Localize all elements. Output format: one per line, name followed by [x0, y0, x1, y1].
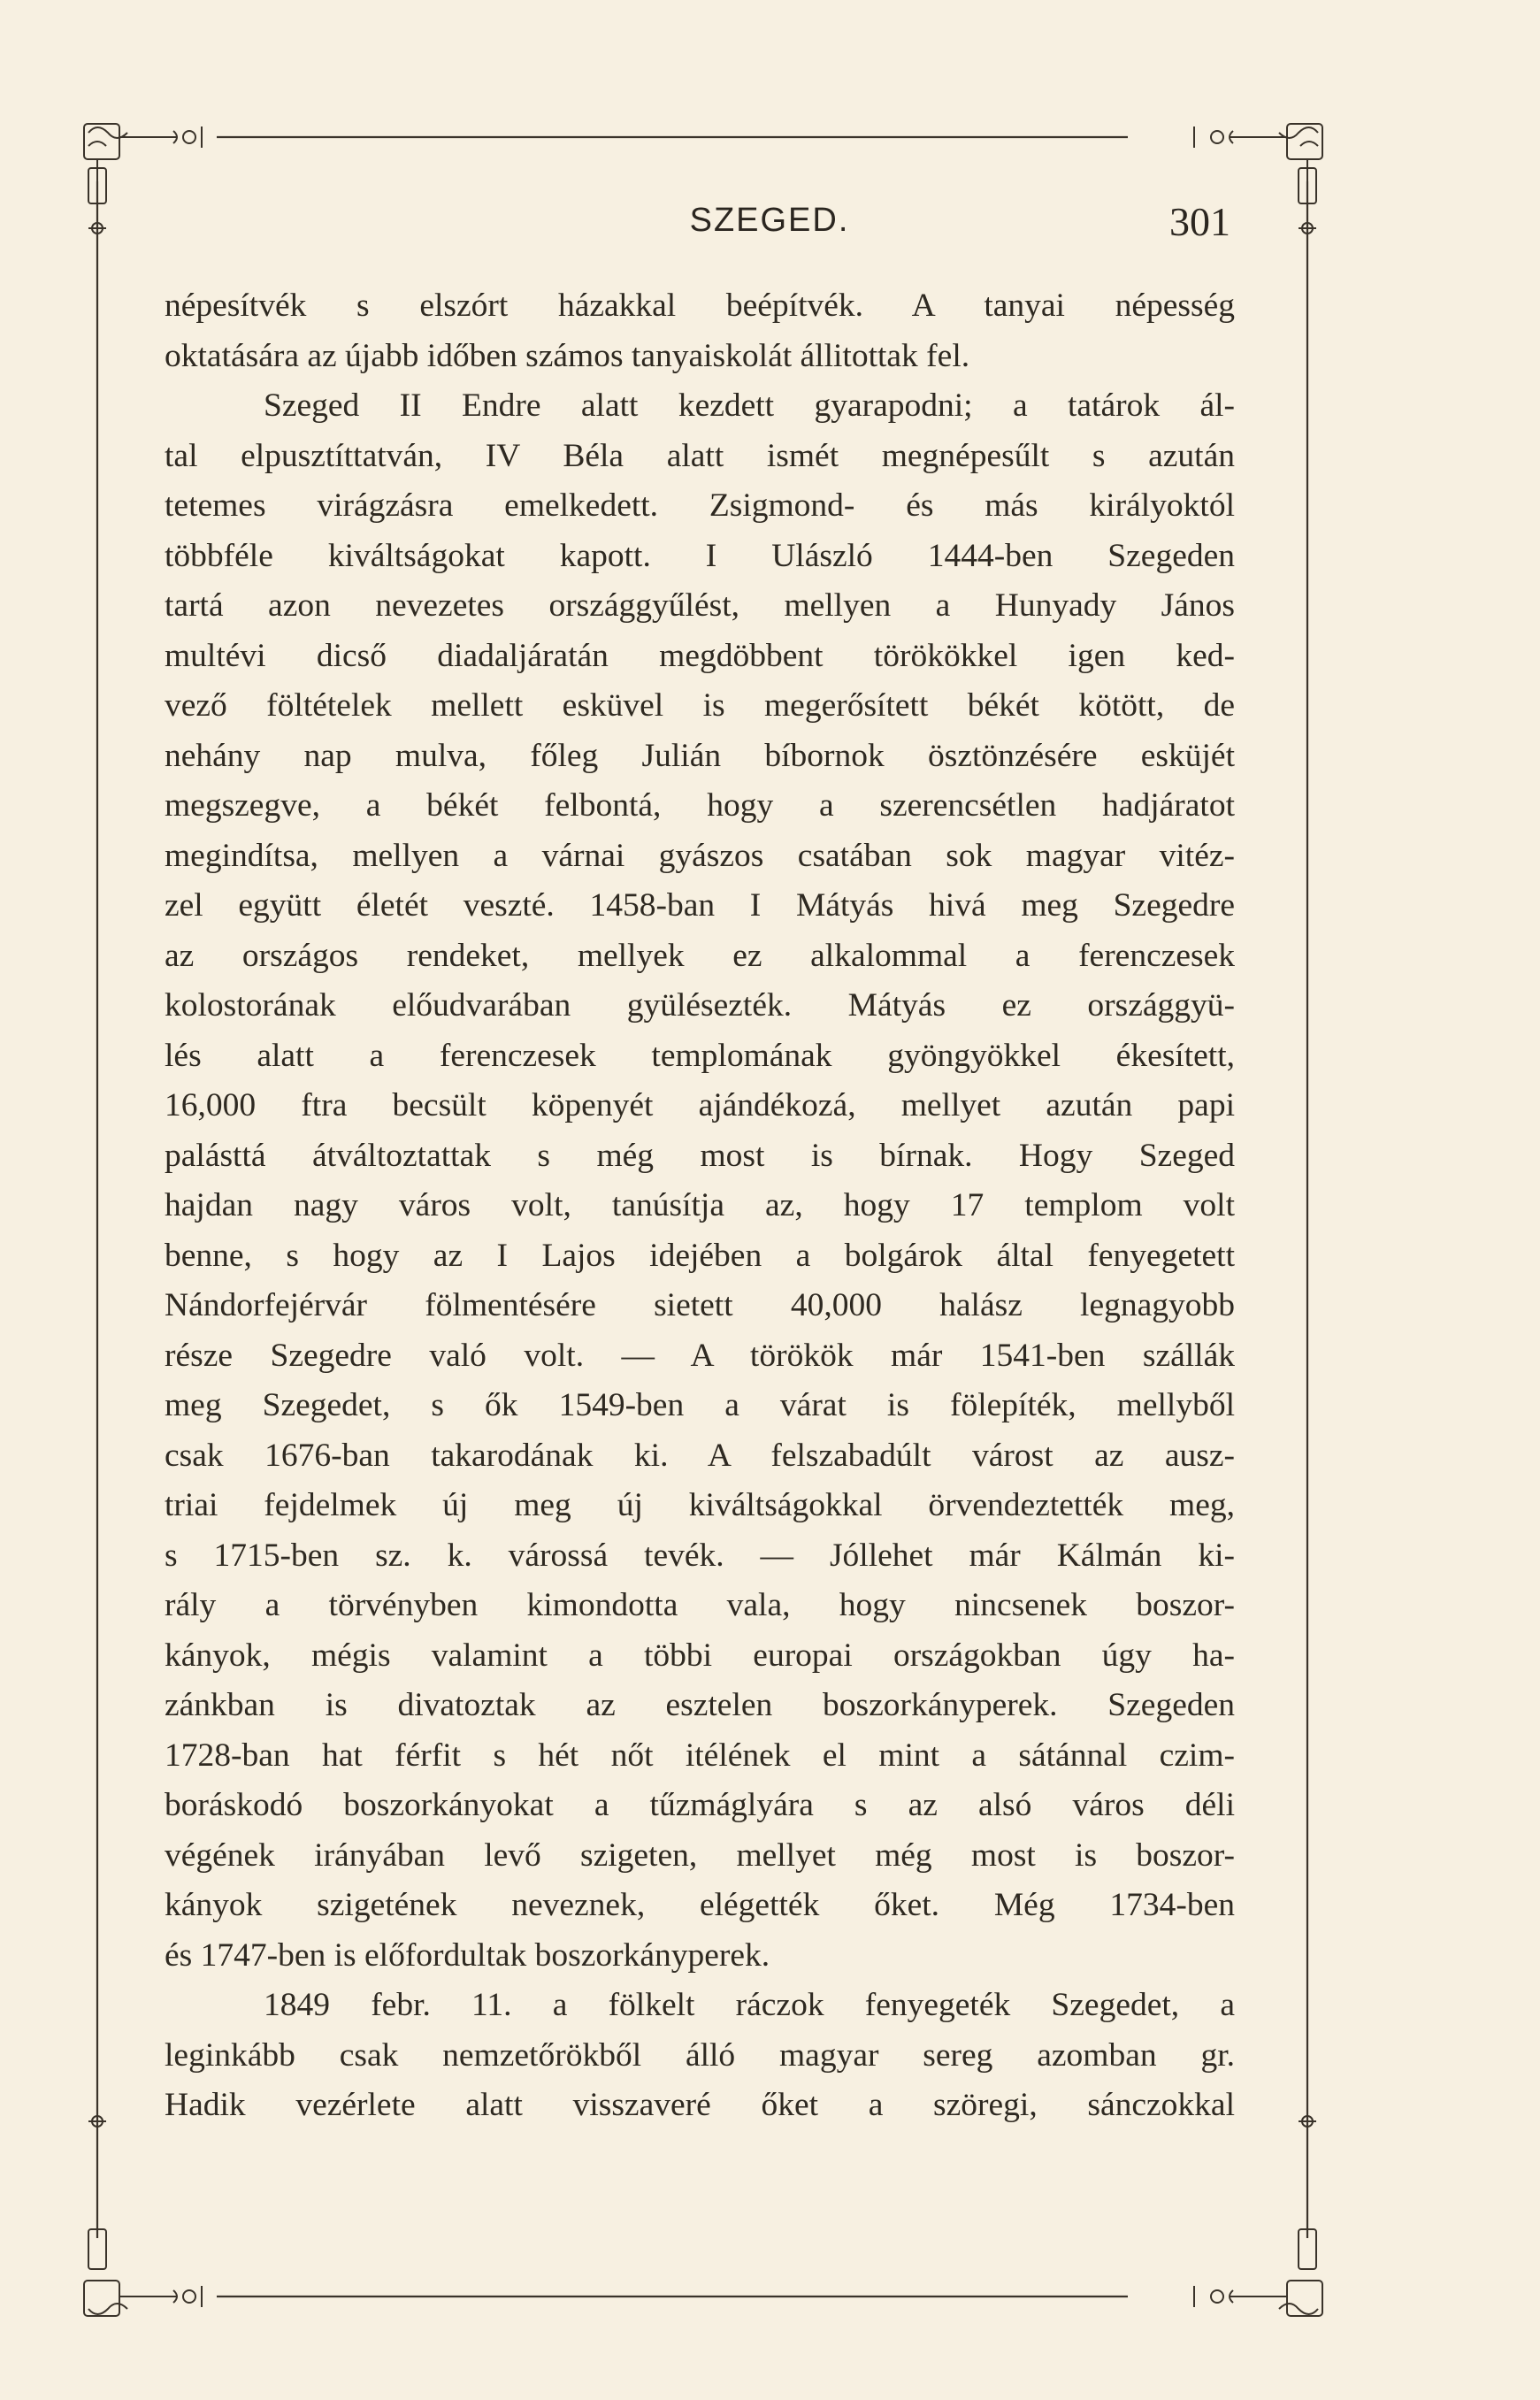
text-line: népesítvék s elszórt házakkal beépítvék. A tanyai népesség — [165, 288, 1235, 324]
page-number: 301 — [1169, 199, 1230, 244]
text-line: meg Szegedet, s ők 1549-ben a várat is fölepíték, mellyből — [165, 1387, 1235, 1423]
text-line: vező föltételek mellett esküvel is megerősített békét kötött, de — [165, 687, 1235, 724]
text-line: 1849 febr. 11. a fölkelt ráczok fenyegeték Szegedet, a — [264, 1987, 1235, 2023]
text-line: megszegve, a békét felbontá, hogy a szerencsétlen hadjáratot — [165, 787, 1235, 824]
running-header-title: SZEGED. — [689, 202, 850, 239]
text-line: kolostorának előudvarában gyülésezték. Mátyás ez országgyü- — [165, 987, 1235, 1024]
text-line: lés alatt a ferenczesek templomának gyöngyökkel ékesített, — [165, 1037, 1235, 1074]
text-line: tartá azon nevezetes országgyűlést, mellyen a Hunyady János — [165, 587, 1235, 624]
text-line: megindítsa, mellyen a várnai gyászos csatában sok magyar vitéz- — [165, 837, 1235, 874]
text-line: végének irányában levő szigeten, mellyet még most is boszor- — [165, 1836, 1235, 1874]
text-line: kányok szigetének neveznek, elégették őket. Még 1734-ben — [165, 1887, 1235, 1923]
text-line: csak 1676-ban takarodának ki. A felszabadúlt várost az ausz- — [165, 1437, 1235, 1474]
corner-ornament-top-left — [84, 124, 202, 239]
text-line: kányok, mégis valamint a többi europai országokban úgy ha- — [165, 1637, 1235, 1674]
text-line: boráskodó boszorkányokat a tűzmáglyára s az alsó város déli — [165, 1787, 1235, 1823]
corner-ornament-bottom-right — [1194, 2111, 1322, 2316]
text-line: triai fejdelmek új meg új kiváltságokkal örvendeztették meg, — [165, 1487, 1235, 1523]
text-line: és 1747-ben is előfordultak boszorkányperek. — [165, 1936, 770, 1974]
text-line: nehány nap mulva, főleg Julián bíbornok ösztönzésére esküjét — [165, 737, 1235, 774]
text-line: Hadik vezérlete alatt visszaveré őket a szöregi, sánczokkal — [165, 2087, 1235, 2123]
text-line: zánkban is divatoztak az esztelen boszorkányperek. Szegeden — [165, 1687, 1235, 1723]
text-line: része Szegedre való volt. — A törökök már 1541-ben szállák — [165, 1337, 1235, 1374]
text-line: Szeged II Endre alatt kezdett gyarapodni; a tatárok ál- — [264, 387, 1235, 424]
text-line: többféle kiváltságokat kapott. I Ulászló 1444-ben Szegeden — [165, 537, 1235, 574]
text-line: az országos rendeket, mellyek ez alkalommal a ferenczesek — [165, 937, 1235, 974]
text-line: hajdan nagy város volt, tanúsítja az, hogy 17 templom volt — [165, 1187, 1235, 1223]
text-line: s 1715-ben sz. k. várossá tevék. — Jóllehet már Kálmán ki- — [165, 1537, 1235, 1574]
text-line: rály a törvényben kimondotta vala, hogy nincsenek boszor- — [165, 1587, 1235, 1623]
text-line: zel együtt életét veszté. 1458-ban I Mátyás hivá meg Szegedre — [165, 887, 1235, 924]
corner-ornament-bottom-left — [84, 2111, 202, 2316]
text-line: tetemes virágzásra emelkedett. Zsigmond- és más királyoktól — [165, 487, 1235, 524]
body-text — [165, 281, 1235, 2131]
text-line: 1728-ban hat férfit s hét nőt itélének el mint a sátánnal czim- — [165, 1737, 1235, 1774]
text-line: 16,000 ftra becsült köpenyét ajándékozá, mellyet azután papi — [165, 1087, 1235, 1123]
text-line: benne, s hogy az I Lajos idejében a bolgárok által fenyegetett — [165, 1237, 1235, 1274]
text-line: multévi dicső diadaljáratán megdöbbent törökökkel igen ked- — [165, 637, 1235, 674]
text-line: leginkább csak nemzetőrökből álló magyar sereg azomban gr. — [165, 2036, 1235, 2074]
text-line: Nándorfejérvár fölmentésére sietett 40,000 halász legnagyobb — [165, 1287, 1235, 1323]
text-line: palásttá átváltoztattak s még most is bírnak. Hogy Szeged — [165, 1137, 1235, 1174]
text-line: oktatására az újabb időben számos tanyaiskolát állitottak fel. — [165, 337, 970, 374]
text-line: tal elpusztíttatván, IV Béla alatt ismét megnépesűlt s azután — [165, 437, 1235, 474]
